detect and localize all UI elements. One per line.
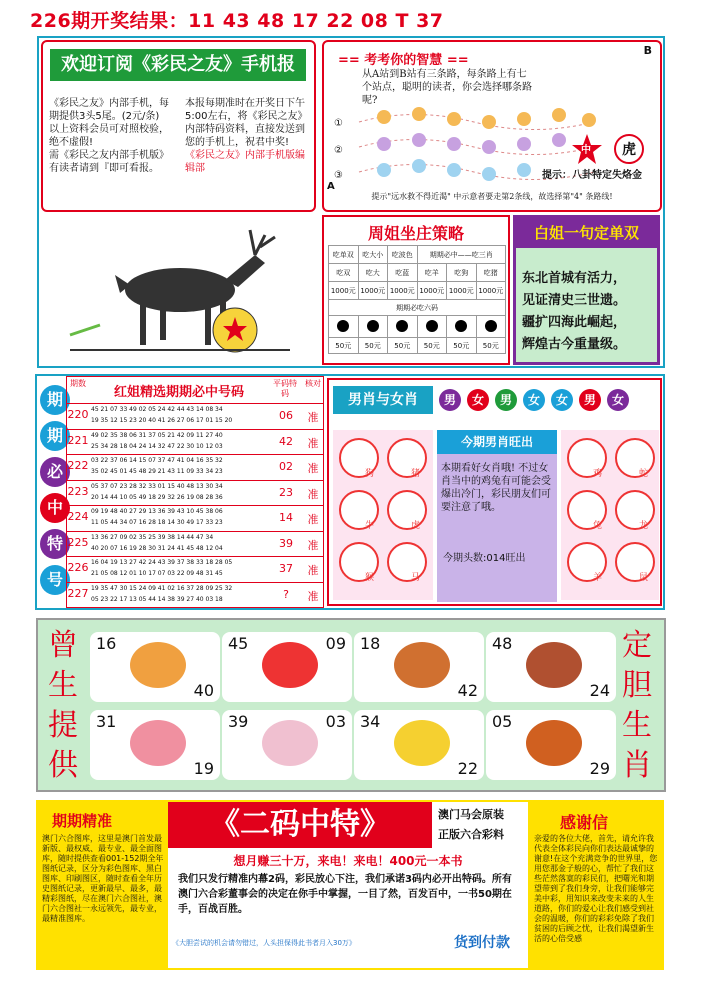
zodiac-num-b: 24 (589, 681, 610, 700)
zodiac-num-a: 05 (492, 712, 513, 731)
hongjie-line2: 21 05 08 12 01 10 17 07 03 22 09 48 31 45 (91, 570, 223, 577)
zhou-r4-4: 50元 (447, 338, 477, 354)
bottom-left (38, 802, 166, 968)
side-char-0: 期 (40, 385, 70, 415)
zodiac-left-0: 曾 (48, 628, 78, 663)
rooster-icon (262, 642, 318, 688)
right-animal-0: 鸡 (593, 469, 603, 479)
side-char-5: 号 (40, 565, 70, 595)
baijie-poem-3: 辉煌古今重量级。 (522, 337, 627, 352)
zodiac-cell (90, 710, 220, 780)
nanxiao-pill-3: 女 (523, 389, 545, 411)
zhou-r1-3: 吃羊 (417, 264, 447, 282)
right-animal-2: 兔 (593, 521, 603, 531)
zhou-r2-4: 1000元 (447, 282, 477, 300)
zhou-r1-0: 吃双 (329, 264, 359, 282)
zhou-r2-3: 1000元 (417, 282, 447, 300)
zodiac-left-1: 生 (48, 668, 78, 703)
horse-icon (387, 542, 427, 582)
hongjie-line1: 49 02 35 38 06 31 37 05 21 42 09 11 27 40 (91, 431, 223, 439)
zodiac-num-a: 16 (96, 634, 117, 653)
quiz-route-2: ② (334, 145, 343, 156)
zodiac-cell (354, 710, 484, 780)
hongjie-issue: 221 (67, 433, 89, 447)
nanxiao-box-title: 今期男肖旺出 (437, 430, 557, 454)
zodiac-num-b: 42 (457, 681, 478, 700)
hongjie-table (66, 376, 324, 608)
right-animal-5: 鼠 (639, 573, 649, 583)
mouse-icon (394, 642, 450, 688)
bottom-body: 我们只发行精准内幕2码，彩民放心下注，我们承诺3码内必开出特码。所有澳门六合彩董事会的决定在你手中掌握，一目了然，百发百中，一书50期在手，百战百胜。 (178, 874, 512, 915)
hongjie-issue: 227 (67, 586, 89, 600)
nanxiao-pill-5: 男 (579, 389, 601, 411)
zodiac-num-a: 31 (96, 712, 117, 731)
zhou-r1-5: 吃猪 (476, 264, 506, 282)
bottom-right-title: 感谢信 (560, 813, 609, 832)
pig-icon (387, 438, 427, 478)
side-char-3: 中 (40, 493, 70, 523)
hongjie-line2: 05 23 22 17 13 05 44 14 38 39 27 40 03 18 (91, 595, 223, 603)
subscribe-title: 欢迎订阅《彩民之友》手机报 (50, 49, 306, 81)
baijie-title: 白姐一句定单双 (516, 218, 657, 248)
pay-on-delivery: 货到付款 (454, 935, 510, 951)
hongjie-issue: 224 (67, 510, 89, 523)
hongjie-row (67, 480, 323, 506)
tiger-icon (130, 642, 186, 688)
hongjie-check: 准 (307, 564, 319, 577)
quiz-center-label: 中 (581, 145, 591, 156)
zhou-r1-1: 吃大 (358, 264, 388, 282)
quiz-hint: 提示：八卦特定失烙金 (542, 170, 642, 181)
draw-result-header: 226期开奖结果：11 43 48 17 22 08 T 37 (30, 10, 444, 32)
zhou-head-3: 期期必中——吃三肖 (417, 246, 506, 264)
hongjie-col-check: 核对 (305, 379, 321, 388)
zhou-ball-icon (329, 316, 359, 338)
baijie-poem-1: 见证清史三世遗。 (522, 293, 627, 308)
baijie-poem-2: 疆扩四海此崛起， (522, 315, 627, 330)
zodiac-right-3: 肖 (622, 748, 652, 783)
zhou-r2-5: 1000元 (476, 282, 506, 300)
zhou-r4-3: 50元 (417, 338, 447, 354)
hongjie-line1: 13 36 27 09 02 35 25 39 38 14 44 47 34 (91, 533, 214, 541)
zodiac-right-1: 胆 (622, 668, 652, 703)
right-animal-3: 龙 (639, 521, 649, 531)
hongjie-line2: 11 05 44 34 07 16 28 18 14 30 49 17 33 23 (91, 519, 223, 526)
hongjie-line1: 19 35 47 30 15 24 09 41 02 16 37 28 09 25 32 (91, 584, 233, 592)
goat-icon (526, 720, 582, 766)
zodiac-num-a: 34 (360, 712, 381, 731)
zodiac-cell (486, 710, 616, 780)
zhou-r4-2: 50元 (388, 338, 418, 354)
hongjie-code: 06 (279, 409, 293, 422)
hongjie-code: 23 (279, 485, 293, 499)
hongjie-row (67, 403, 323, 429)
zhou-r4-1: 50元 (358, 338, 388, 354)
quiz-tiger-label: 虎 (614, 134, 644, 164)
hongjie-issue: 225 (67, 535, 89, 549)
left-animal-3: 虎 (411, 521, 421, 531)
hongjie-row (67, 429, 323, 455)
nanxiao-pill-2: 男 (495, 389, 517, 411)
zodiac-num-a: 39 (228, 712, 249, 731)
nanxiao-box-text: 本期看好女肖哦! 不过女肖当中的鸡兔有可能会受爆出冷门，彩民朋友们可要注意了哦。 (441, 463, 551, 513)
zhou-r1-4: 吃狗 (447, 264, 477, 282)
right-animal-1: 蛇 (639, 469, 649, 479)
side-char-2: 必 (40, 457, 70, 487)
quiz-question: 从A站到B站有三条路，每条路上有七个站点，聪明的读者，你会选择哪条路呢? (362, 69, 532, 106)
quiz-route-3: ③ (334, 170, 343, 181)
zhou-head-0: 吃单双 (329, 246, 359, 264)
zhou-head-2: 吃波色 (388, 246, 418, 264)
zhou-ball-icon (388, 316, 418, 338)
bottom-slogan: 想月赚三十万，来电！来电！400元一本书 (233, 854, 463, 868)
zodiac-num-a: 45 (228, 634, 249, 653)
zhou-ball-icon (417, 316, 447, 338)
zodiac-num-b: 09 (325, 634, 346, 653)
hongjie-check: 准 (307, 462, 319, 475)
side-char-1: 期 (40, 421, 70, 451)
zhou-ball-icon (358, 316, 388, 338)
hongjie-line1: 09 19 48 40 27 29 13 36 39 43 10 45 38 06 (91, 508, 223, 515)
bottom-left-text: 澳门六合图库，这里是澳门首发最新版、最权威、最专业、最全面图库，随时提供查看001-152期全年图纸记录，区分为彩色图库、黑白图库、印刷图区，随时查看全年历史图纸记录，更新最早、最多，最精彩图纸，尽在澳门六合图社，澳门六合图社一永远领先，最专业，最精准图库。 (42, 834, 164, 923)
bottom-right (530, 802, 662, 968)
rabbit-icon (262, 720, 318, 766)
hongjie-line1: 03 22 37 06 14 15 07 37 47 41 04 16 35 32 (91, 457, 223, 464)
subscribe-right-1: 本报每期准时在开奖日下午5:00左右，将《彩民之友》内部特码资料，直接发送到您的手机上，祝君中奖! (185, 98, 308, 148)
zodiac-left-3: 供 (48, 748, 78, 783)
hongjie-check: 准 (307, 411, 319, 424)
nanxiao-pill-1: 女 (467, 389, 489, 411)
zhou-r2-1: 1000元 (358, 282, 388, 300)
zhou-head-1: 吃大小 (358, 246, 388, 264)
hongjie-line2: 40 20 07 16 19 28 30 31 24 41 45 48 12 04 (91, 544, 223, 552)
hongjie-check: 准 (307, 436, 319, 450)
left-animal-5: 马 (411, 573, 421, 583)
rat-icon (615, 542, 655, 582)
hongjie-code: ? (283, 587, 289, 601)
chick-icon (394, 720, 450, 766)
hongjie-col-code: 平码特码 (273, 379, 297, 398)
hongjie-code: 42 (279, 434, 293, 448)
zodiac-num-b: 22 (457, 759, 478, 778)
zodiac-cell (222, 632, 352, 702)
bottom-tag-2: 正版六合彩料 (438, 828, 504, 841)
left-animal-1: 猪 (411, 469, 421, 479)
zodiac-right-2: 生 (622, 708, 652, 743)
hongjie-line2: 19 35 12 15 23 20 40 41 26 27 06 17 01 15 20 (91, 417, 233, 424)
subscribe-left-2: 以上资料会员可对照校验，绝不虚假! (49, 124, 169, 148)
zhou-box (322, 215, 510, 365)
zodiac-cell (354, 632, 484, 702)
hongjie-code: 37 (279, 562, 293, 575)
horse-icon (526, 642, 582, 688)
baijie-box (513, 215, 660, 365)
nanxiao-box (327, 378, 662, 606)
hongjie-row (67, 505, 323, 531)
zhou-r4-5: 50元 (476, 338, 506, 354)
hongjie-line2: 25 34 28 18 04 24 14 32 47 22 30 10 12 03 (91, 442, 223, 450)
hongjie-check: 准 (307, 513, 319, 526)
quiz-title: == 考考你的智慧 == (338, 53, 469, 68)
bottom-footnote: 《大胆尝试的机会请勿错过，人头担保得此书者月入30万》 (172, 939, 356, 947)
bottom-big-title: 《二码中特》 (168, 802, 432, 848)
zodiac-cell (486, 632, 616, 702)
zodiac-right-0: 定 (622, 628, 652, 663)
nanxiao-title: 男肖与女肖 (333, 386, 433, 414)
subscribe-box (41, 40, 316, 212)
hongjie-code: 14 (279, 511, 293, 524)
zodiac-cell (90, 632, 220, 702)
zodiac-cell (222, 710, 352, 780)
hongjie-issue: 223 (67, 484, 89, 498)
hongjie-line2: 35 02 45 01 45 48 29 21 43 11 09 33 34 23 (91, 468, 223, 475)
quiz-start-a: A (327, 181, 335, 192)
snake-icon (615, 438, 655, 478)
zhou-ball-icon (447, 316, 477, 338)
zodiac-num-a: 48 (492, 634, 513, 653)
pig-icon (130, 720, 186, 766)
hongjie-check: 准 (307, 487, 319, 501)
hongjie-col-issue: 期数 (70, 379, 86, 388)
subscribe-left-3: 需《彩民之友内部手机版》有读者请到『即可看报。 (49, 150, 169, 174)
hongjie-row (67, 582, 323, 608)
nanxiao-pill-4: 女 (551, 389, 573, 411)
hongjie-title: 红姐精选期期必中号码 (113, 385, 244, 400)
zodiac-num-b: 03 (325, 712, 346, 731)
zodiac-left-2: 提 (48, 708, 78, 743)
baijie-poem-0: 东北首城有活力， (522, 271, 627, 286)
left-animal-4: 猴 (365, 573, 375, 583)
zodiac-num-b: 19 (193, 759, 214, 778)
hongjie-issue: 220 (67, 408, 89, 421)
zodiac-num-b: 40 (193, 681, 214, 700)
dragon-icon (615, 490, 655, 530)
hongjie-row (67, 454, 323, 480)
bottom-tag-1: 澳门马会原装 (438, 808, 504, 821)
hongjie-code: 39 (279, 536, 293, 550)
left-animal-2: 牛 (365, 521, 375, 531)
nanxiao-pill-0: 男 (439, 389, 461, 411)
nanxiao-pill-6: 女 (607, 389, 629, 411)
hongjie-issue: 222 (67, 459, 89, 472)
right-animal-4: 羊 (593, 573, 603, 583)
hongjie-line1: 05 37 07 23 28 32 33 01 15 40 48 13 30 34 (91, 482, 223, 490)
zhou-ball-icon (476, 316, 506, 338)
hongjie-row (67, 556, 323, 582)
zhou-r1-2: 吃蓝 (388, 264, 418, 282)
quiz-corner-b: B (643, 44, 652, 57)
zhou-six-title: 期期必吃六码 (329, 300, 506, 316)
left-animal-0: 狗 (365, 469, 375, 479)
hongjie-issue: 226 (67, 561, 89, 574)
bottom-left-title: 期期精准 (52, 812, 113, 830)
hongjie-check: 准 (307, 538, 319, 552)
zhou-r2-2: 1000元 (388, 282, 418, 300)
subscribe-left-1: 《彩民之友》内部手机，每期提供3头5尾。(2元/条) (49, 98, 169, 122)
zhou-title: 周姐坐庄策略 (367, 224, 464, 243)
deer-illustration (60, 225, 310, 365)
tiger-icon (387, 490, 427, 530)
zodiac-num-b: 29 (589, 759, 610, 778)
hongjie-line1: 45 21 07 33 49 02 05 24 42 44 43 14 08 34 (91, 406, 223, 413)
zhou-r4-0: 50元 (329, 338, 359, 354)
hongjie-code: 02 (279, 460, 293, 473)
quiz-footer: 提示"远水救不得近渴" 中示意者要走第2条线，故选择第"4" 条路线! (371, 192, 613, 201)
hongjie-row (67, 531, 323, 557)
hongjie-line1: 16 04 19 13 27 42 24 43 39 37 38 33 18 28 05 (91, 559, 233, 566)
bottom-right-text: 亲爱的各位大佬，首先，请允许我代表全体彩民向你们表达最诚挚的谢意!在这个充满竞争的世界里，您用您那金子般的心，帮忙了我们这些茫然落寞的彩民们，把曙光和期望带到了我们身旁，让我们能够完美中彩，用知识来改变未来的人生道路，你们的爱心让我们感受到社会的温暖，你们的彩彩免除了我们贫困的后顾之忧，让我们渴望新生活的心倍受感 (534, 834, 658, 943)
bottom-center (168, 802, 528, 968)
nanxiao-head: 今期头数:014旺出 (443, 553, 526, 564)
zhou-r2-0: 1000元 (329, 282, 359, 300)
quiz-box (322, 40, 662, 212)
side-char-4: 特 (40, 529, 70, 559)
hongjie-check: 准 (307, 589, 319, 603)
hongjie-line2: 20 14 44 10 05 49 18 29 32 26 19 08 28 36 (91, 493, 223, 501)
zodiac-num-a: 18 (360, 634, 381, 653)
subscribe-right-2: 《彩民之友》内部手机版编辑部 (185, 150, 305, 174)
quiz-route-1: ① (334, 118, 343, 129)
